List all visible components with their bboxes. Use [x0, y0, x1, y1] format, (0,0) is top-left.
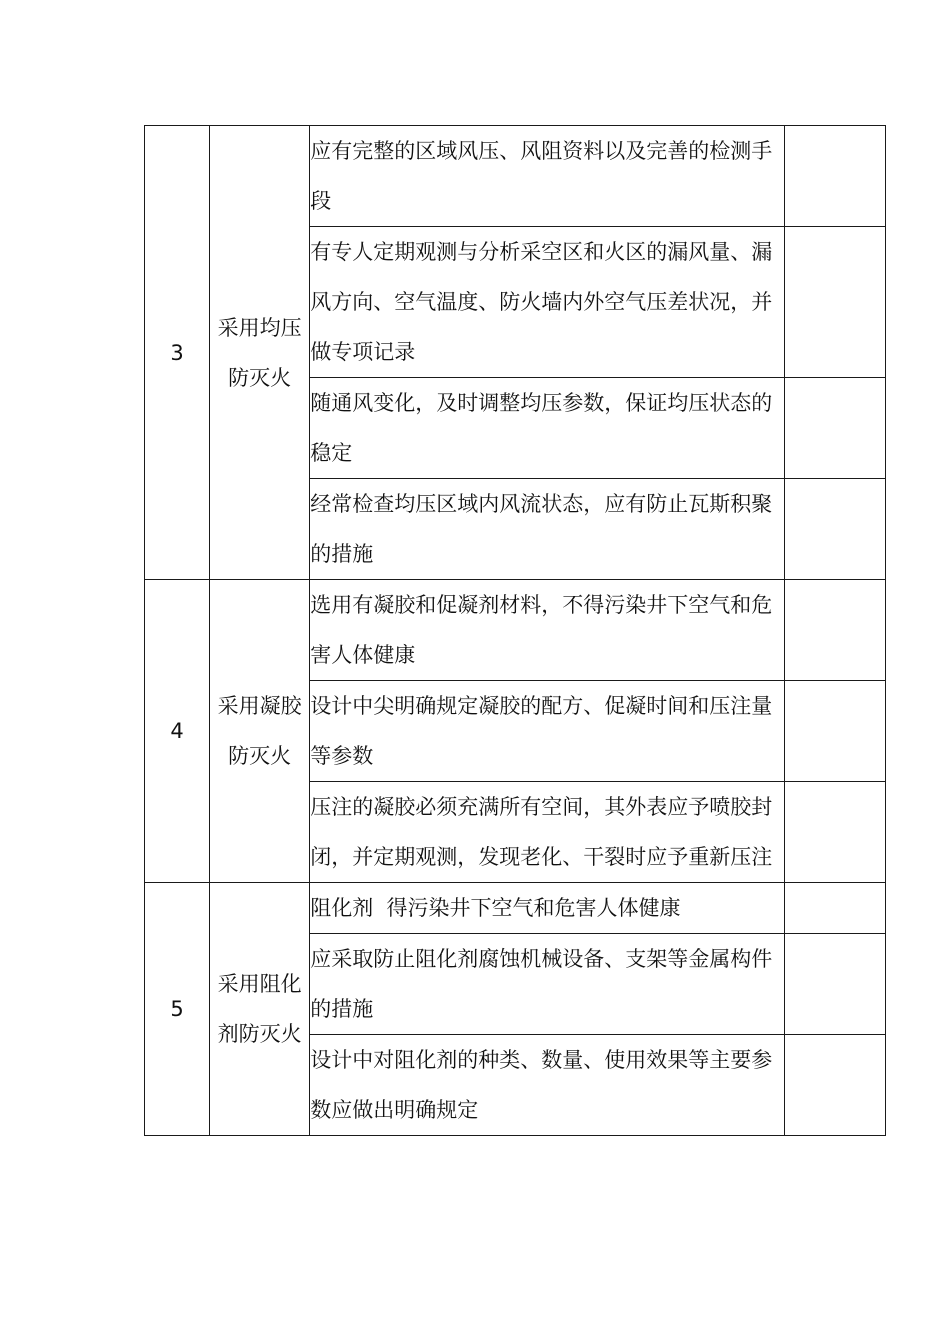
row-number-cell: 4 — [145, 580, 210, 883]
check-cell — [784, 883, 885, 934]
requirement-cell: 应采取防止阻化剂腐蚀机械设备、支架等金属构件的措施 — [310, 934, 785, 1035]
table-row — [145, 883, 886, 934]
requirement-cell: 阻化剂 得污染井下空气和危害人体健康 — [310, 883, 785, 934]
check-cell — [784, 1035, 885, 1136]
requirement-cell: 设计中对阻化剂的种类、数量、使用效果等主要参数应做出明确规定 — [310, 1035, 785, 1136]
item-name-cell — [210, 580, 310, 883]
requirement-cell: 选用有凝胶和促凝剂材料，不得污染井下空气和危害人体健康 — [310, 580, 785, 681]
row-number-cell: 5 — [145, 883, 210, 1136]
check-cell — [784, 126, 885, 227]
requirement-cell: 应有完整的区域风压、风阻资料以及完善的检测手段 — [310, 126, 785, 227]
requirement-cell: 设计中尖明确规定凝胶的配方、促凝时间和压注量等参数 — [310, 681, 785, 782]
check-cell — [784, 227, 885, 378]
item-name-cell — [210, 126, 310, 580]
item-name-cell — [210, 883, 310, 1136]
check-cell — [784, 378, 885, 479]
requirement-cell: 有专人定期观测与分析采空区和火区的漏风量、漏风方向、空气温度、防火墙内外空气压差状况，并做专项记录 — [310, 227, 785, 378]
item-name: 采用均压防灭火 — [217, 315, 302, 390]
check-cell — [784, 479, 885, 580]
requirement-cell: 压注的凝胶必须充满所有空间，其外表应予喷胶封闭，并定期观测，发现老化、干裂时应予重新压注 — [310, 782, 785, 883]
requirements-table — [144, 125, 886, 1136]
check-cell — [784, 782, 885, 883]
requirement-cell: 经常检查均压区域内风流状态，应有防止瓦斯积聚的措施 — [310, 479, 785, 580]
table-row — [145, 580, 886, 681]
row-number-cell: 3 — [145, 126, 210, 580]
check-cell — [784, 580, 885, 681]
item-name: 采用阻化剂防灭火 — [217, 972, 302, 1046]
table-row — [145, 126, 886, 227]
requirement-cell: 随通风变化，及时调整均压参数，保证均压状态的稳定 — [310, 378, 785, 479]
check-cell — [784, 934, 885, 1035]
check-cell — [784, 681, 885, 782]
item-name: 采用凝胶防灭火 — [217, 694, 302, 768]
